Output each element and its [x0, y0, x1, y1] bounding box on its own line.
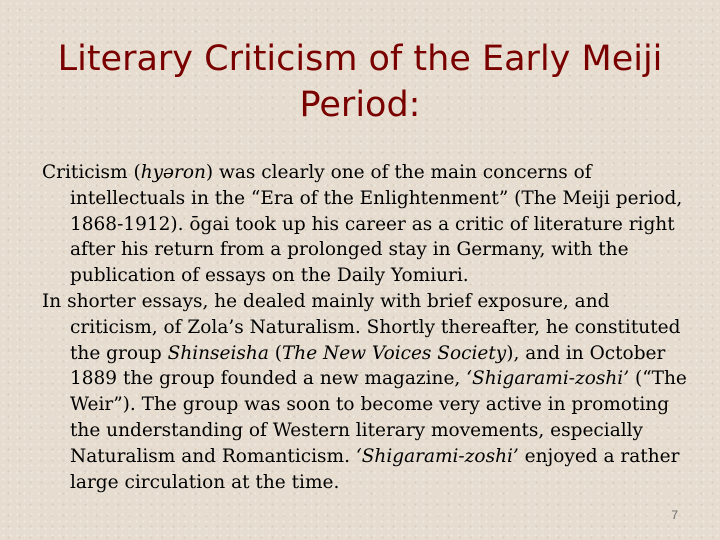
text-segment: (“The Weir”). The group was soon to become very active in promoting the understanding of Western literary movements, especially Naturalism and Romanticism. — [70, 368, 687, 467]
text-segment-italic: hyəron — [140, 162, 206, 183]
text-segment: enjoyed a rather large circulation at the time. — [70, 445, 680, 493]
text-segment-italic: ‘Shigarami-zoshi’ — [355, 445, 519, 467]
text-segment-italic: ‘Shigarami-zoshi’ — [466, 368, 630, 390]
slide-title-line-2: Period: — [299, 85, 421, 125]
slide-body — [42, 160, 692, 495]
text-segment: ), and in October 1889 the group founded a new magazine, — [70, 342, 666, 390]
page-number: 7 — [671, 508, 678, 522]
text-segment: Criticism ( — [42, 162, 141, 183]
paragraph-shorter-essays — [42, 289, 692, 495]
text-segment-italic: Shinseisha — [167, 342, 269, 364]
paragraph-criticism — [42, 160, 692, 289]
text-segment-italic: The New Voices Society — [281, 342, 507, 364]
text-segment: ( — [268, 342, 282, 364]
slide-title-line-1: Literary Criticism of the Early Meiji — [57, 39, 663, 79]
text-segment: In shorter essays, he dealed mainly with brief exposure, and criticism, of Zola’s Naturalism. Shortly thereafter, he constituted the group — [42, 290, 681, 364]
slide-title — [0, 36, 720, 128]
text-segment: ) was clearly one of the main concerns of intellectuals in the “Era of the Enlightenment” (The Meiji period, 1868-1912). ōgai took up his career as a critic of literature right after his return from a prolonged stay in Germany, with the publication of essays on the Daily Yomiuri. — [70, 162, 683, 287]
